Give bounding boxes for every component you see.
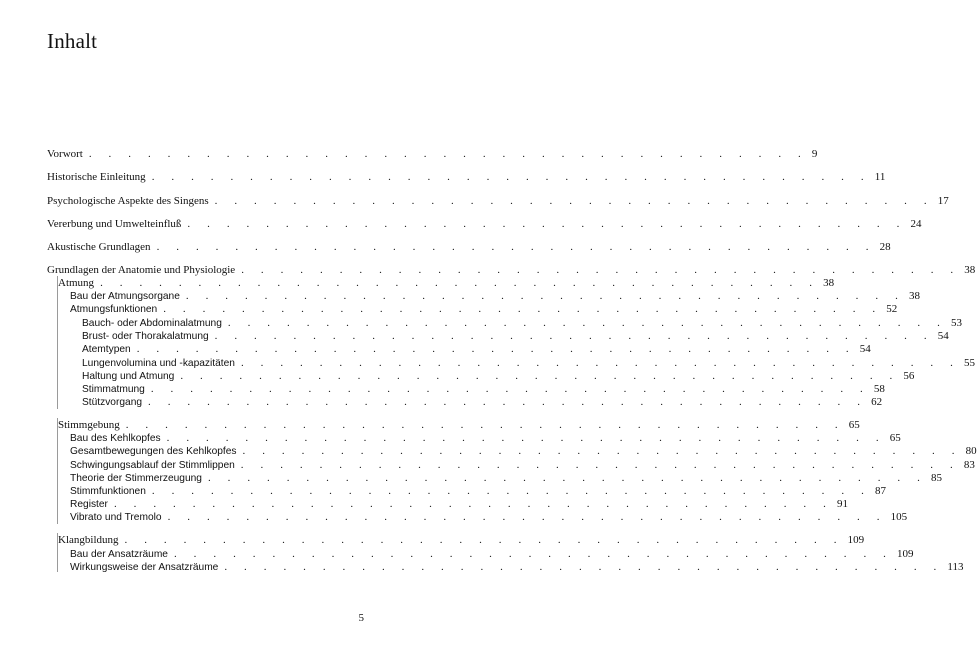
dot-leader: . . . . . . . . . . . . . . . . . . . . . . . . . . . . . . . . . . . . . xyxy=(224,561,944,573)
toc-entry-title: Register xyxy=(70,499,108,510)
toc-entry-page: 65 xyxy=(848,419,860,431)
dot-leader: . . . . . . . . . . . . . . . . . . . . . . . . . . . . . . . . . . . . . xyxy=(163,303,883,315)
toc-entry xyxy=(47,217,922,231)
section-bracket xyxy=(57,533,58,572)
toc-entry-page: 56 xyxy=(903,370,915,382)
toc-entry-page: 62 xyxy=(871,396,883,408)
section-bracket xyxy=(57,418,58,524)
dot-leader: . . . . . . . . . . . . . . . . . . . . . . . . . . . . . . . . . . . . . xyxy=(241,264,961,276)
toc-entry-title: Stimmgebung xyxy=(58,419,120,431)
toc-entry xyxy=(47,170,886,184)
section-bracket xyxy=(57,276,58,409)
toc-entry-title: Psychologische Aspekte des Singens xyxy=(47,195,209,207)
toc-entry-page: 28 xyxy=(879,241,891,253)
toc-entry-title: Theorie der Stimmerzeugung xyxy=(70,473,202,484)
toc-entry-title: Akustische Grundlagen xyxy=(47,241,151,253)
toc-entry-page: 55 xyxy=(964,357,975,369)
toc-entry xyxy=(82,395,883,410)
toc-entry-title: Lungenvolumina und -kapazitäten xyxy=(82,358,235,369)
toc-entry-title: Bauch- oder Abdominalatmung xyxy=(82,318,222,329)
toc-entry-page: 52 xyxy=(886,303,898,315)
dot-leader: . . . . . . . . . . . . . . . . . . . . . . . . . . . . . . . . . . . . . xyxy=(136,343,856,355)
dot-leader: . . . . . . . . . . . . . . . . . . . . . . . . . . . . . . . . . . . . . xyxy=(207,472,927,484)
toc-entry-title: Vibrato und Tremolo xyxy=(70,512,162,523)
toc-entry-page: 113 xyxy=(947,561,964,573)
toc-entry-title: Vorwort xyxy=(47,148,83,160)
toc-entry xyxy=(70,444,977,459)
toc-entry-title: Wirkungsweise der Ansatzräume xyxy=(70,562,219,573)
dot-leader: . . . . . . . . . . . . . . . . . . . . . . . . . . . . . . . . . . . . . xyxy=(173,548,894,560)
dot-leader: . . . . . . . . . . . . . . . . . . . . . . . . . . . . . . . . . . . . . xyxy=(242,445,962,457)
toc-entry-page: 83 xyxy=(963,459,975,471)
dot-leader: . . . . . . . . . . . . . . . . . . . . . . . . . . . . . . . . . . . . . xyxy=(167,511,887,523)
toc-entry xyxy=(70,302,898,317)
toc-entry-page: 53 xyxy=(950,317,962,329)
toc-entry xyxy=(47,147,818,161)
toc-entry-page: 109 xyxy=(847,534,865,546)
toc-entry-title: Bau der Atmungsorgane xyxy=(70,291,180,302)
toc-entry xyxy=(58,533,865,547)
toc-entry-page: 85 xyxy=(931,472,942,484)
toc-entry-title: Stimmatmung xyxy=(82,384,145,395)
toc-entry-title: Brust- oder Thorakalatmung xyxy=(82,331,209,342)
toc-entry-page: 87 xyxy=(874,485,886,497)
toc-entry-page: 54 xyxy=(937,330,949,342)
toc-entry-title: Klangbildung xyxy=(58,534,119,546)
toc-entry-page: 24 xyxy=(910,218,922,230)
toc-entry-title: Vererbung und Umwelteinfluß xyxy=(47,218,182,230)
toc-entry xyxy=(82,342,871,357)
toc-entry-page: 109 xyxy=(897,548,914,560)
toc-entry-title: Atemtypen xyxy=(82,344,131,355)
toc-entry-page: 91 xyxy=(837,498,848,510)
toc-entry-title: Atmungsfunktionen xyxy=(70,304,158,315)
dot-leader: . . . . . . . . . . . . . . . . . . . . . . . . . . . . . . . . . . . . . xyxy=(180,370,900,382)
toc-entry-page: 9 xyxy=(811,148,818,160)
toc-entry xyxy=(47,194,949,208)
toc-entry xyxy=(47,240,891,254)
toc-entry xyxy=(58,276,835,290)
page-title: Inhalt xyxy=(47,29,98,53)
toc-entry xyxy=(58,418,860,432)
toc-entry-page: 11 xyxy=(874,171,886,183)
dot-leader: . . . . . . . . . . . . . . . . . . . . . . . . . . . . . . . . . . . . . xyxy=(150,383,870,395)
toc-entry-title: Stützvorgang xyxy=(82,397,143,408)
toc-entry-title: Grundlagen der Anatomie und Physiologie xyxy=(47,264,236,276)
dot-leader: . . . . . . . . . . . . . . . . . . . . . . . . . . . . . . . . . . . . . xyxy=(151,171,871,183)
toc-entry-page: 17 xyxy=(937,195,949,207)
dot-leader: . . . . . . . . . . . . . . . . . . . . . . . . . . . . . . . . . . . . . xyxy=(185,290,905,302)
toc-entry-title: Gesamtbewegungen des Kehlkopfes xyxy=(70,446,237,457)
toc-entry-title: Bau der Ansatzräume xyxy=(70,549,168,560)
toc-entry-page: 65 xyxy=(889,432,901,444)
toc-entry-title: Atmung xyxy=(58,277,95,289)
dot-leader: . . . . . . . . . . . . . . . . . . . . . . . . . . . . . . . . . . . . . xyxy=(148,396,868,408)
dot-leader: . . . . . . . . . . . . . . . . . . . . . . . . . . . . . . . . . . . . . xyxy=(88,148,808,160)
dot-leader: . . . . . . . . . . . . . . . . . . . . . . . . . . . . . . . . . . . . . xyxy=(151,485,871,497)
toc-entry-page: 58 xyxy=(873,383,885,395)
toc-entry-page: 54 xyxy=(859,343,871,355)
toc-entry-page: 105 xyxy=(890,511,908,523)
toc-entry-title: Haltung und Atmung xyxy=(82,371,175,382)
toc-entry-page: 38 xyxy=(823,277,835,289)
dot-leader: . . . . . . . . . . . . . . . . . . . . . . . . . . . . . . . . . . . . . xyxy=(100,277,820,289)
toc-entry-page: 38 xyxy=(908,290,920,302)
toc-entry xyxy=(47,263,976,277)
toc-entry-title: Historische Einleitung xyxy=(47,171,146,183)
toc-entry-title: Stimmfunktionen xyxy=(70,486,146,497)
dot-leader: . . . . . . . . . . . . . . . . . . . . . . . . . . . . . . . . . . . . . xyxy=(124,534,844,546)
page-number: 5 xyxy=(358,612,364,624)
dot-leader: . . . . . . . . . . . . . . . . . . . . . . . . . . . . . . . . . . . . . xyxy=(214,195,934,207)
toc-entry xyxy=(70,560,964,575)
dot-leader: . . . . . . . . . . . . . . . . . . . . . . . . . . . . . . . . . . . . . xyxy=(166,432,886,444)
toc-entry-title: Bau des Kehlkopfes xyxy=(70,433,161,444)
dot-leader: . . . . . . . . . . . . . . . . . . . . . . . . . . . . . . . . . . . . . xyxy=(214,330,934,342)
toc-entry-page: 38 xyxy=(964,264,976,276)
toc-entry-title: Schwingungsablauf der Stimmlippen xyxy=(70,460,235,471)
toc-entry xyxy=(70,510,908,525)
toc-entry-page: 80 xyxy=(965,445,977,457)
dot-leader: . . . . . . . . . . . . . . . . . . . . . . . . . . . . . . . . . . . . . xyxy=(240,459,960,471)
dot-leader: . . . . . . . . . . . . . . . . . . . . . . . . . . . . . . . . . . . . . xyxy=(227,317,947,329)
dot-leader: . . . . . . . . . . . . . . . . . . . . . . . . . . . . . . . . . . . . . xyxy=(113,498,833,510)
dot-leader: . . . . . . . . . . . . . . . . . . . . . . . . . . . . . . . . . . . . . xyxy=(125,419,845,431)
dot-leader: . . . . . . . . . . . . . . . . . . . . . . . . . . . . . . . . . . . . . xyxy=(240,357,960,369)
dot-leader: . . . . . . . . . . . . . . . . . . . . . . . . . . . . . . . . . . . . . xyxy=(187,218,907,230)
dot-leader: . . . . . . . . . . . . . . . . . . . . . . . . . . . . . . . . . . . . . xyxy=(156,241,876,253)
